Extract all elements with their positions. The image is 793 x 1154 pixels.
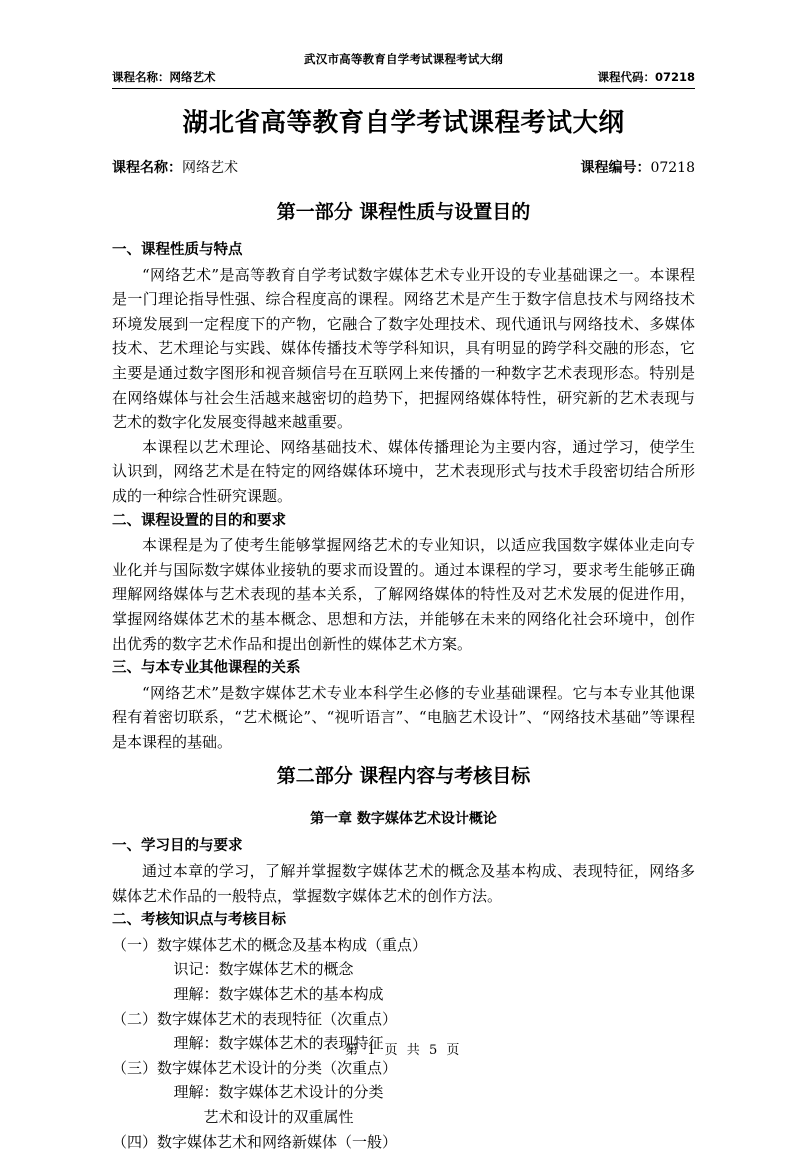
list-item: 理解：数字媒体艺术设计的分类 — [173, 1083, 384, 1102]
course-code-value: 07218 — [650, 160, 695, 176]
course-name-label: 课程名称： — [112, 160, 182, 176]
part-one-section-1-paragraph-2: 本课程以艺术理论、网络基础技术、媒体传播理论为主要内容，通过学习，使学生认识到，网络艺术是在特定的网络媒体环境中，艺术表现形式与技术手段密切结合所形成的一种综合性研究课题。 — [112, 437, 695, 505]
page-title: 湖北省高等教育自学考试课程考试大纲 — [182, 108, 625, 138]
part-two-title: 第二部分 课程内容与考核目标 — [276, 765, 531, 788]
header-course-code: 课程代码：07218 — [597, 70, 695, 84]
list-item: 理解：数字媒体艺术的基本构成 — [173, 985, 384, 1004]
header-course-name: 课程名称：网络艺术 — [112, 70, 216, 84]
chapter-one-section-2-heading: 二、考核知识点与考核目标 — [112, 912, 286, 929]
list-item: 理解：数字媒体艺术的表现特征 — [173, 1034, 384, 1053]
list-item: （二）数字媒体艺术的表现特征（次重点） — [112, 1009, 398, 1028]
course-name-field — [112, 158, 238, 178]
header-meta-row — [112, 70, 695, 85]
list-item: （四）数字媒体艺术和网络新媒体（一般） — [112, 1132, 398, 1151]
running-header-title: 武汉市高等教育自学考试课程考试大纲 — [304, 52, 503, 66]
part-one-section-1-heading: 一、课程性质与特点 — [112, 242, 243, 258]
header-divider-rule — [112, 88, 695, 89]
course-meta-row — [112, 158, 695, 178]
part-one-section-2-paragraph-1: 本课程是为了使考生能够掌握网络艺术的专业知识，以适应我国数字媒体业走向专业化并与国际数字媒体业接轨的要求而设置的。通过本课程的学习，要求考生能够正确理解网络媒体与艺术表现的基本关系，了解网络媒体的特性及对艺术发展的促进作用，掌握网络媒体艺术的基本概念、思想和方法，并能够在未来的网络化社会环境中，创作出优秀的数字艺术作品和提出创新性的媒体艺术方案。 — [112, 536, 695, 653]
course-name-value: 网络艺术 — [182, 160, 238, 176]
list-item: （三）数字媒体艺术设计的分类（次重点） — [112, 1058, 398, 1077]
chapter-one-section-1-heading: 一、学习目的与要求 — [112, 838, 243, 855]
course-code-field — [580, 158, 695, 178]
chapter-one-title: 第一章 数字媒体艺术设计概论 — [310, 811, 497, 828]
document-body — [112, 190, 695, 1154]
part-one-section-3-heading: 三、与本专业其他课程的关系 — [112, 660, 301, 677]
part-one-title: 第一部分 课程性质与设置目的 — [276, 201, 531, 223]
course-code-label: 课程编号： — [580, 160, 651, 176]
part-one-section-3-paragraph-1: “网络艺术”是数字媒体艺术专业本科学生必修的专业基础课程。它与本专业其他课程有着密切联系，“艺术概论”、“视听语言”、“电脑艺术设计”、“网络技术基础”等课程是本课程的基础。 — [112, 683, 695, 751]
part-one-section-2-heading: 二、课程设置的目的和要求 — [112, 512, 286, 529]
list-item: （一）数字媒体艺术的概念及基本构成（重点） — [112, 935, 428, 954]
list-item: 艺术和设计的双重属性 — [203, 1108, 354, 1126]
list-item: 识记：数字媒体艺术的概念 — [173, 960, 354, 979]
part-one-section-1-paragraph-1: “网络艺术”是高等教育自学考试数字媒体艺术专业开设的专业基础课之一。本课程是一门理论指导性强、综合程度高的课程。网络艺术是产生于数字信息技术与网络技术环境发展到一定程度下的产物，它融合了数字处理技术、现代通讯与网络技术、多媒体技术、艺术理论与实践、媒体传播技术等学科知识，具有明显的跨学科交融的形态，它主要是通过数字图形和视音频信号在互联网上来传播的一种数字艺术表现形态。特别是在网络媒体与社会生活越来越密切的趋势下，把握网络媒体特性，研究新的艺术表现与艺术的数字化发展变得越来越重要。 — [112, 265, 695, 432]
page-footer: 第 1 页 共 5 页 — [345, 1043, 462, 1058]
chapter-one-section-1-paragraph-1: 通过本章的学习，了解并掌握数字媒体艺术的概念及基本构成、表现特征，网络多媒体艺术作品的一般特点，掌握数字媒体艺术的创作方法。 — [112, 862, 695, 905]
